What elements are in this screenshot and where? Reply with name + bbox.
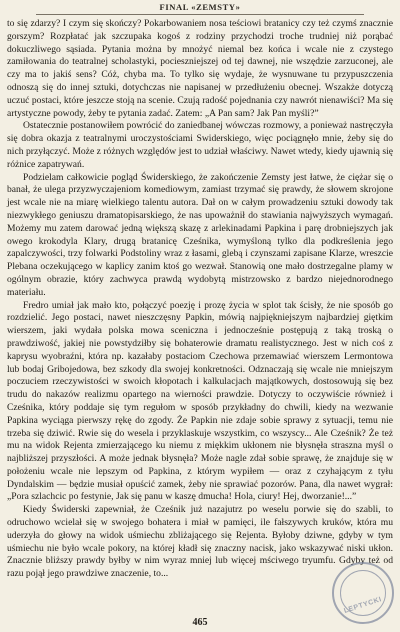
paragraph-1: to się zdarzy? I czym się skończy? Pokarbowaniem nosa teściowi bratanicy czy też czymś znacznie gorszym? Rozpłatać jak szczupaka kogoś z rodziny przychodzi troche trudniej niż porąbać dokuczliwego sąsiada. Pytania można by mnożyć niemal bez końca i wcale nie z czystego zamiłowania do teatralnej scholastyki, pocieszniejszej od tej dawnej, nie wszędzie zarzuconej, ale czy ma to jakiś sens? Cóż, chyba ma. To tylko się wydaje, że wysnuwane tu przypuszczenia odnoszą się do innej sztuki, dotychczas nie napisanej w przedłużeniu obecnej. Wszakże dotyczą uczuć postaci, które jeszcze stoją na scenie. Czują radość pojednania czy nawrót nienawiści? Ma się artystyczne powody, żeby te pytania zadać. Zatem: „A Pan sam? Jak Pan myśli?”	[7, 18, 393, 119]
running-title: FINAL «ZEMSTY»	[159, 2, 241, 12]
paragraph-4: Fredro umiał jak mało kto, połączyć poezję i prozę życia w splot tak ścisły, że nie sposób go rozdzielić. Jego postaci, nawet nieszczęsny Papkin, mówią najpiękniejszym najbardziej giętkim wierszem, jaki wydała polska mowa sceniczna i jednocześnie postępują z taką troską o prawdziwość, jakiej nie powstydziłby się bohaterowie dramatu realistycznego. Jest w nich coś z kaprysu wyobraźni, która np. kazałaby postaciom Czechowa przemawiać wierszem Lermontowa lub bodaj Gribojedowa, bez szkody dla swojej konkretności. Odznaczają się wcale nie mniejszym poczuciem rzeczywistości w swoich kłopotach i kalkulacjach majątkowych, dostosowują się bez trudu do nakazów realizmu opartego na wierności prawdzie. Dotyczy to oczywiście również i Cześnika, który poddaje się tym regułom w sposób przykładny do chwili, kiedy na wezwanie Papkina wyciąga pierwszy rękę do zgody. Że Papkin nie zdaje sobie sprawy z sytuacji, temu nie trzeba się dziwić. Rwie się do wesela i przyklaskuje wszystkim, co wszyscy... Ale Cześnik? Że też mu na widok Rejenta zmierzającego ku niemu z miękkim ukłonem nie błysnęła straszna myśl o najbliższej przyszłości. A może jednak błysnęła? Może nagle zdał sobie sprawę, że znajduje się w położeniu wcale nie lepszym od Papkina, z którym wypiłem — oraz z czyhającym z tyłu Dyndalskim — będzie musiał opuścić zamek, żeby nie sprawiać pozorów. Pana, dla nawet wygrał: „Pora szlachcic po festynie, Jak się panu w kaszę dmucha! Hola, ciury! Hej, dworzanie!...”	[7, 299, 393, 503]
paragraph-5: Kiedy Świderski zapewniał, że Cześnik już nazajutrz po weselu porwie się do szabli, to odruchowo wcielał się w swojego bohatera i miał w pamięci, ile fałszywych kruków, która mu uderzyła do głowy na widok uśmiechu zbliżającego się Rejenta. Byłoby dziwne, gdyby w tym uśmiechu nie było wcale pokory, na której kładł się znaczny nacisk, jako wskazywać niski ukłon. Znacznie bliższy prawdy byłby w nim wyraz mniej lub więcej mściwego tryumfu. Gdyby też od razu pojął jego prawdziwe znaczenie, to...	[7, 504, 393, 580]
paragraph-3: Podzielam całkowicie pogląd Świderskiego, że zakończenie Zemsty jest łatwe, że ciężar się o banał, że ulega przyzwyczajeniom komediowym, zamiast trzymać się prawdy, że słowem skrojone jest wcale nie na miarę wielkiego talentu autora. Dał on w całym prowadzeniu sztuki dowody tak niezwykłego geniuszu dramatopisarskiego, że nas upoważnił do stawiania najwyższych wymagań. Możemy mu zatem darować jedną większą skazę z arlekinadami Papkina i parę drobniejszych jak owego krokodyla Klary, drugą bratanicę Cześnika, wymyśloną tylko dla podkreślenia jego zapalczywości, trzy folwarki Podstoliny wraz z łasami, glebą i czynszami zapisane Klarze, wreszcie Plebana oczekującego w kaplicy zanim ktoś go wezwał. Stanowią one mało dostrzegalne plamy w ogólnym obrazie, który zachwyca prawdą wydobytą mistrzowsko z bardzo niejednorodnego materiału.	[7, 171, 393, 298]
body-text	[7, 18, 393, 581]
running-header	[0, 2, 400, 12]
header-rule	[36, 14, 364, 15]
paragraph-2: Ostatecznie postanowiłem powrócić do zaniedbanej wówczas rozmowy, a ponieważ nastręczyła się dobra okazja z teatralnymi uroczystościami Swiderskiego, więc pociągnęło mnie, żeby się do nich przyłączyć. Może z różnych względów jest to udział właściwy. Nawet wtedy, kiedy ujawnią się różnice zapatrywań.	[7, 120, 393, 170]
page-number: 465	[192, 617, 208, 628]
stamp-text: LEPTYCKI	[343, 596, 383, 615]
library-stamp	[332, 562, 394, 624]
